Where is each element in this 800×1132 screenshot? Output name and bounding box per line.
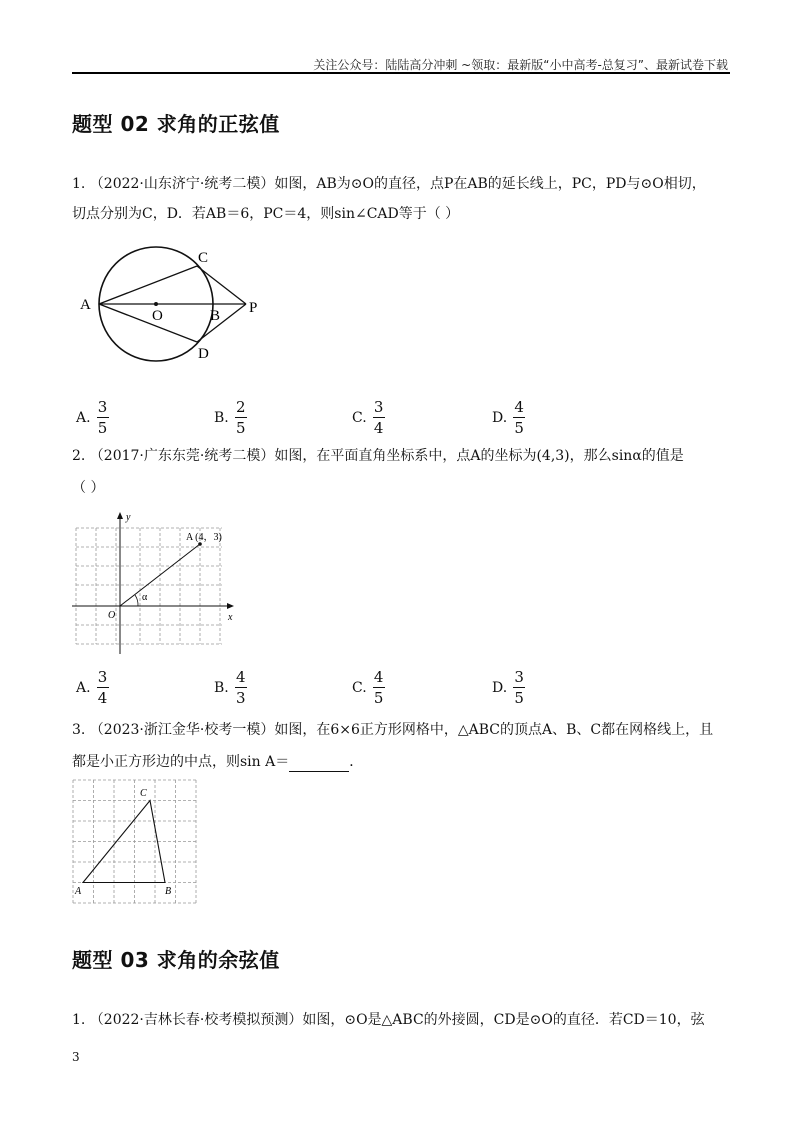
section-title-02: 题型 02 求角的正弦值 bbox=[72, 112, 280, 136]
fraction: $\frac{4}{5}$ bbox=[373, 668, 384, 707]
label-c: C bbox=[198, 250, 209, 266]
label-a: A bbox=[80, 297, 91, 313]
fraction: $\frac{3}{5}$ bbox=[514, 668, 524, 707]
label-b: B bbox=[210, 308, 221, 324]
section-title-03: 题型 03 求角的余弦值 bbox=[72, 948, 280, 972]
label-c: C bbox=[140, 788, 147, 799]
label-a-coordinates: A (4，3) bbox=[186, 532, 222, 543]
header-divider bbox=[72, 72, 730, 74]
triangle-grid-figure bbox=[72, 778, 200, 906]
label-y: y bbox=[126, 512, 131, 523]
q2-option-d[interactable]: D. $\frac{3}{5}$ bbox=[492, 668, 524, 707]
q1-option-d[interactable]: D. $\frac{4}{5}$ bbox=[492, 398, 524, 437]
label-o: O bbox=[108, 610, 116, 621]
coordinate-grid-figure bbox=[72, 508, 238, 654]
chord-ac bbox=[99, 266, 197, 304]
question-3-line-2: 都是小正方形边的中点，则sin A＝ ． bbox=[72, 754, 364, 770]
q1-option-b[interactable]: B. $\frac{2}{5}$ bbox=[214, 398, 246, 437]
q1-option-a[interactable]: A. $\frac{3}{5}$ bbox=[76, 398, 108, 437]
section03-question-1-line-1: 1. （2022·吉林长春·校考模拟预测）如图，⊙O是△ABC的外接圆，CD是⊙O的直径．若CD＝10，弦 bbox=[72, 1012, 705, 1028]
chord-ad bbox=[99, 304, 197, 342]
page-header-text: 关注公众号：陆陆高分冲刺 ~领取：最新版“小中高考-总复习”、最新试卷下载 bbox=[313, 58, 728, 72]
q1-option-c[interactable]: C. $\frac{3}{4}$ bbox=[352, 398, 384, 437]
q2-option-a[interactable]: A. $\frac{3}{4}$ bbox=[76, 668, 108, 707]
q2-option-b[interactable]: B. $\frac{4}{3}$ bbox=[214, 668, 246, 707]
question-1-line-1: 1. （2022·山东济宁·统考二模）如图，AB为⊙O的直径，点P在AB的延长线上，PC，PD与⊙O相切， bbox=[72, 176, 706, 192]
fraction: $\frac{3}{4}$ bbox=[97, 668, 108, 707]
tangent-pd bbox=[197, 304, 246, 342]
label-alpha: α bbox=[142, 592, 148, 603]
y-axis-arrow-icon bbox=[117, 512, 123, 519]
tangent-pc bbox=[197, 266, 246, 304]
page-number: 3 bbox=[72, 1050, 80, 1064]
fraction: $\frac{2}{5}$ bbox=[235, 398, 246, 437]
question-1-line-2: 切点分别为C，D．若AB＝6，PC＝4，则sin∠CAD等于（ ） bbox=[72, 206, 460, 222]
center-point-o bbox=[154, 302, 158, 306]
q2-option-c[interactable]: C. $\frac{4}{5}$ bbox=[352, 668, 384, 707]
label-x: x bbox=[228, 612, 233, 623]
label-d: D bbox=[198, 346, 209, 362]
fraction: $\frac{4}{3}$ bbox=[235, 668, 246, 707]
question-3-line-1: 3. （2023·浙江金华·校考一模）如图，在6×6正方形网格中，△ABC的顶点A、B、C都在网格线上，且 bbox=[72, 722, 714, 738]
question-2-line-2: （ ） bbox=[72, 480, 105, 496]
x-axis-arrow-icon bbox=[227, 603, 234, 609]
fraction: $\frac{4}{5}$ bbox=[514, 398, 524, 437]
label-a: A bbox=[75, 886, 82, 897]
fraction: $\frac{3}{4}$ bbox=[373, 398, 384, 437]
question-2-line-1: 2. （2017·广东东莞·统考二模）如图，在平面直角坐标系中，点A的坐标为(4,3)，那么sinα的值是 bbox=[72, 448, 684, 464]
fraction: $\frac{3}{5}$ bbox=[97, 398, 108, 437]
answer-blank[interactable] bbox=[289, 757, 349, 772]
circle-tangent-figure bbox=[72, 244, 272, 374]
label-b: B bbox=[165, 886, 172, 897]
angle-alpha-arc bbox=[135, 595, 138, 606]
label-p: P bbox=[249, 300, 258, 316]
label-o: O bbox=[152, 308, 163, 324]
